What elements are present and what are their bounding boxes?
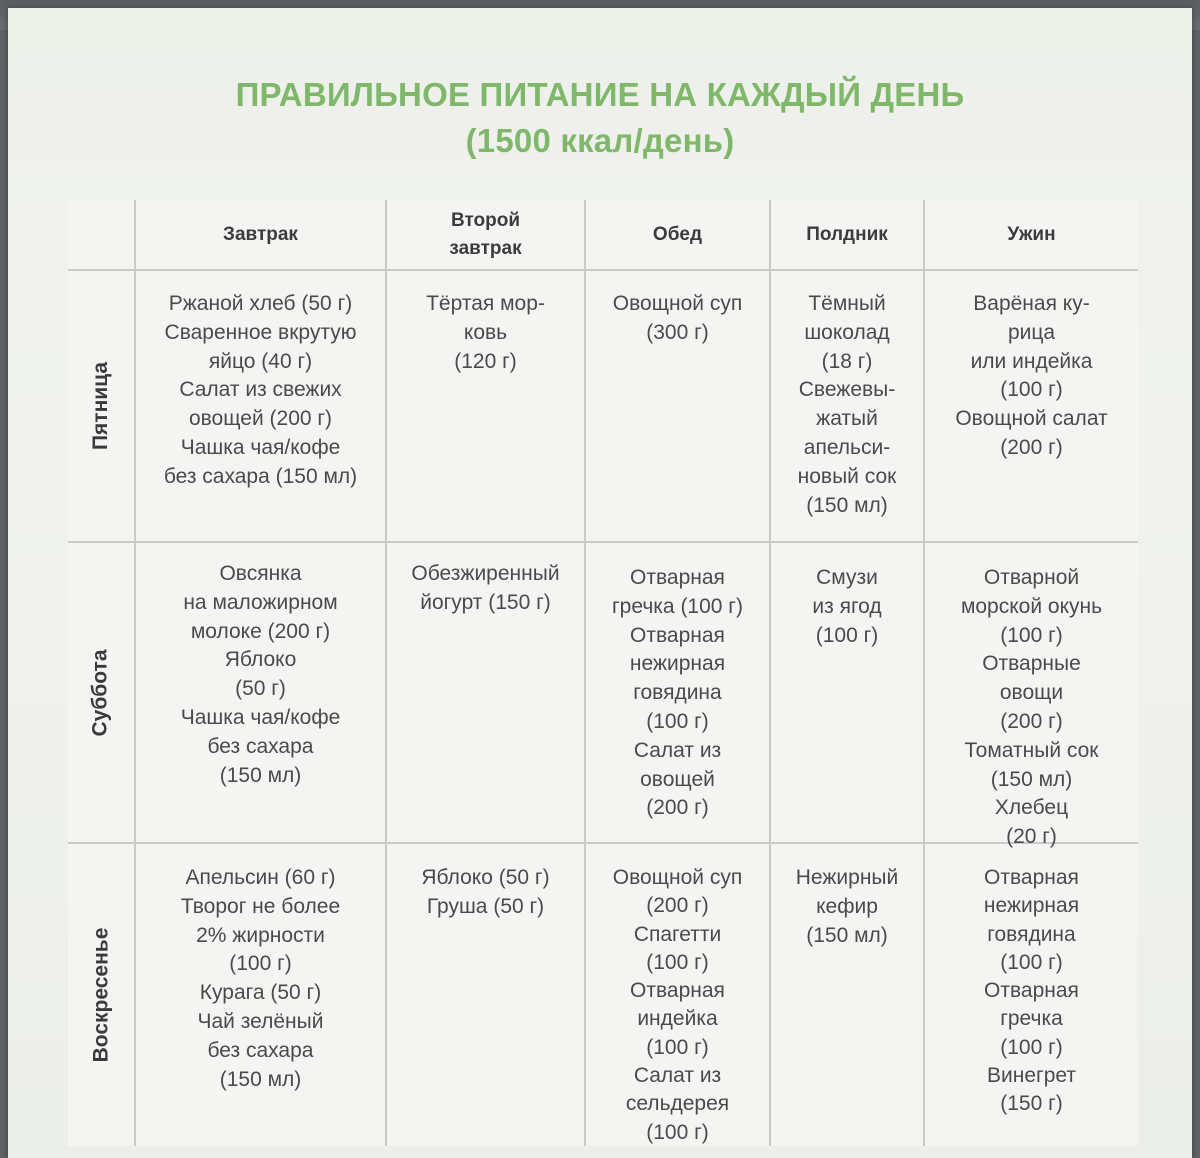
cell-sunday-second-breakfast (387, 852, 584, 922)
menu-item: Тёртая мор- (426, 292, 545, 315)
menu-item: Нежирный (795, 866, 899, 889)
cell-sunday-lunch (586, 852, 769, 1147)
cell-sunday-snack (771, 852, 923, 950)
menu-item: Творог не более (180, 894, 341, 918)
menu-item: (100 г) (646, 709, 709, 733)
cell-saturday-second-breakfast (387, 548, 584, 618)
menu-item: нежирная (983, 894, 1080, 918)
menu-item: Овсянка (219, 562, 302, 585)
menu-item: (150 мл) (219, 763, 302, 787)
menu-item: из ягод (812, 594, 882, 618)
header-lunch: Обед (652, 224, 703, 245)
menu-item: Винегрет (987, 1064, 1076, 1088)
menu-item: жатый (816, 407, 878, 431)
menu-item: овощи (999, 681, 1064, 705)
menu-item: нежирная (629, 652, 726, 676)
menu-item: (120 г) (454, 349, 517, 373)
day-label-sunday (68, 844, 134, 1146)
menu-item: говядина (633, 681, 722, 705)
menu-item: на маложирном (183, 590, 338, 614)
menu-item: без сахара (207, 734, 314, 758)
menu-item: овощей (200 г) (188, 407, 333, 431)
menu-item: (100 г) (229, 952, 292, 976)
menu-item: Отварной (983, 566, 1080, 589)
menu-item: Чашка чая/кофе (180, 435, 341, 459)
menu-item: индейка (637, 1007, 718, 1031)
header-dinner: Ужин (1007, 224, 1056, 245)
menu-item: (18 г) (821, 349, 873, 373)
menu-item: Отварные (982, 652, 1081, 676)
day-name: Пятница (89, 361, 113, 451)
menu-item: яйцо (40 г) (208, 349, 313, 373)
menu-item: Яблоко (224, 648, 297, 672)
menu-item: (150 мл) (990, 767, 1073, 791)
menu-item: Отварная (630, 979, 725, 1003)
menu-item: (100 г) (646, 1035, 709, 1059)
menu-item: Сваренное вкрутую (164, 320, 357, 344)
cell-friday-second-breakfast (387, 278, 584, 376)
menu-item: Салат из (633, 1064, 722, 1088)
menu-item: шоколад (804, 320, 890, 344)
menu-item: гречка (100 г) (612, 594, 743, 618)
cell-friday-snack (771, 278, 923, 520)
header-breakfast: Завтрак (223, 224, 298, 245)
day-name: Воскресенье (89, 927, 112, 1063)
menu-item: (100 г) (646, 1120, 709, 1144)
menu-item: Ржаной хлеб (50 г) (168, 292, 353, 315)
menu-item: овощей (640, 767, 715, 791)
menu-item: Обезжиренный (411, 562, 560, 585)
menu-item: Чашка чая/кофе (180, 705, 341, 729)
menu-item: Яблоко (50 г) (421, 866, 550, 889)
menu-item: (100 г) (815, 623, 879, 647)
menu-item: Хлебец (994, 796, 1069, 820)
menu-item: рица (1007, 320, 1056, 344)
menu-item: (200 г) (1000, 435, 1063, 459)
menu-item: (100 г) (646, 950, 709, 974)
menu-item: гречка (1000, 1007, 1063, 1031)
menu-item: Овощной салат (955, 407, 1108, 431)
cell-friday-dinner (925, 278, 1138, 463)
menu-item: новый сок (797, 464, 897, 488)
menu-item: Курага (50 г) (199, 981, 322, 1005)
menu-item: морской окунь (960, 594, 1103, 618)
header-second-breakfast-line1: Второй (450, 210, 521, 231)
meal-plan-table (68, 200, 1138, 1146)
menu-item: Смузи (816, 566, 878, 589)
day-label-friday (68, 271, 134, 541)
cell-saturday-dinner (925, 552, 1138, 852)
header-second-breakfast-line2: завтрак (449, 238, 522, 259)
page-title: ПРАВИЛЬНОЕ ПИТАНИЕ НА КАЖДЫЙ ДЕНЬ (235, 76, 965, 113)
menu-item: ковь (463, 320, 508, 344)
menu-item: Свежевы- (798, 378, 896, 402)
menu-item: Салат из свежих (179, 378, 342, 402)
menu-item: сельдерея (625, 1092, 730, 1116)
menu-item: (50 г) (235, 677, 286, 701)
menu-item: (200 г) (646, 894, 709, 918)
menu-item: без сахара (150 мл) (163, 464, 358, 488)
cell-sunday-dinner (925, 852, 1138, 1119)
menu-item: (200 г) (646, 796, 709, 820)
menu-item: (100 г) (1000, 1035, 1063, 1059)
menu-item: (100 г) (1000, 950, 1063, 974)
menu-item: Отварная (630, 566, 725, 589)
cell-friday-breakfast (136, 278, 385, 492)
menu-item: Чай зелёный (197, 1009, 324, 1033)
menu-item: говядина (987, 922, 1076, 946)
menu-item: (20 г) (1006, 825, 1057, 849)
menu-item: (150 мл) (806, 493, 888, 517)
header-snack: Полдник (806, 224, 888, 245)
menu-item: Варёная ку- (973, 292, 1090, 315)
menu-item: Отварная (984, 979, 1079, 1003)
cell-saturday-breakfast (136, 548, 385, 790)
menu-item: (150 мл) (806, 923, 888, 947)
menu-item: молоке (200 г) (190, 619, 331, 643)
menu-item: (200 г) (1000, 709, 1063, 733)
menu-item: без сахара (207, 1038, 314, 1062)
menu-item: Отварная (630, 623, 725, 647)
menu-item: Груша (50 г) (426, 894, 545, 918)
menu-item: Апельсин (60 г) (185, 866, 336, 889)
menu-item: кефир (816, 894, 878, 918)
menu-item: (100 г) (1000, 623, 1063, 647)
menu-item: апельси- (803, 435, 891, 459)
page-subtitle: (1500 ккал/день) (465, 122, 735, 159)
day-name: Суббота (89, 648, 112, 737)
menu-item: Спагетти (633, 922, 722, 946)
menu-item: или индейка (970, 349, 1093, 373)
cell-saturday-lunch (586, 552, 769, 823)
cell-saturday-snack (771, 552, 923, 650)
day-label-saturday (68, 543, 134, 842)
menu-item: Овощной суп (612, 292, 743, 315)
menu-item: Отварная (984, 866, 1079, 889)
cell-friday-lunch (586, 278, 769, 348)
menu-item: (300 г) (646, 320, 709, 344)
menu-item: (150 г) (1000, 1092, 1063, 1116)
menu-item: Тёмный (808, 292, 886, 315)
menu-item: (100 г) (1000, 378, 1063, 402)
menu-item: Салат из (633, 738, 722, 762)
menu-item: йогурт (150 г) (420, 590, 551, 614)
menu-item: Овощной суп (612, 866, 743, 889)
menu-item: 2% жирности (196, 923, 325, 947)
cell-sunday-breakfast (136, 852, 385, 1094)
header-second-breakfast (387, 200, 584, 270)
row-divider (68, 541, 1138, 543)
menu-item: Томатный сок (964, 738, 1099, 762)
menu-item: (150 мл) (219, 1067, 302, 1091)
